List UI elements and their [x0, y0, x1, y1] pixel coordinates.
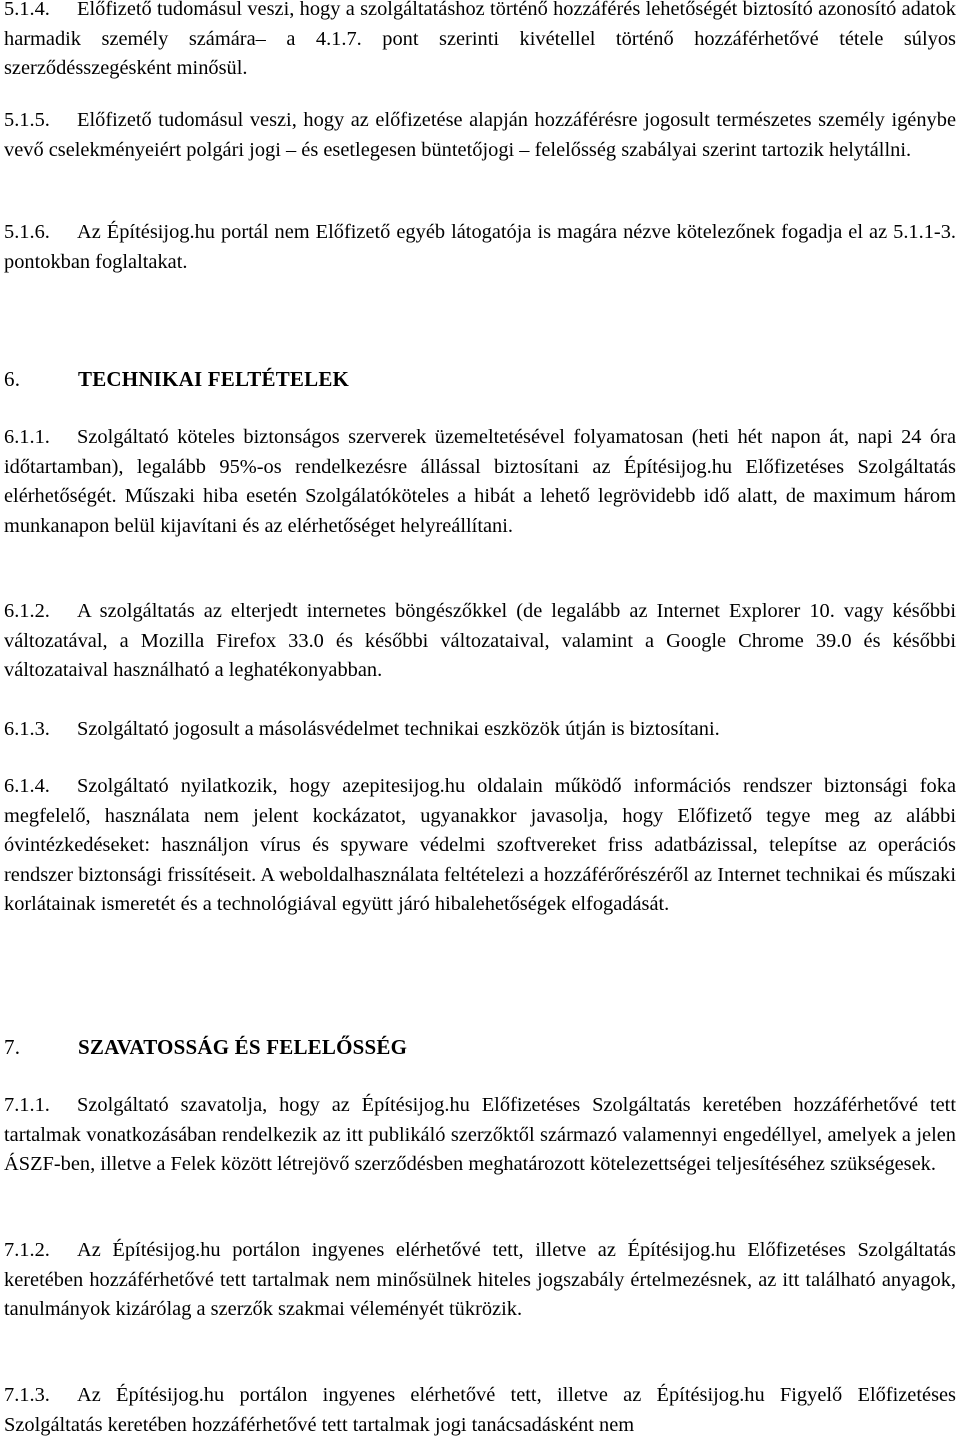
section-number: 7. [4, 1035, 21, 1059]
paragraph-text: Szolgáltató nyilatkozik, hogy azepitesijog.hu oldalain működő információs rendszer biztonsági foka megfelelő, használata nem jelent kockázatot, ugyanakkor javasolja, hogy Előfizető tegye meg az alábbi óvintézkedéseket: használjon vírus és spyware védelmi szoftvereket friss adatbázissal, telepítse az operációs rendszer biztonsági frissítéseit. A weboldalhasználata feltételezi a hozzáférőrészéről az Internet technikai és műszaki korlátainak ismeretét és a technológiával együtt járó hibalehetőségek elfogadását. [4, 775, 956, 916]
paragraph-5-1-5 [4, 106, 956, 165]
section-number: 6. [4, 367, 21, 391]
paragraph-6-1-2 [4, 597, 956, 686]
paragraph-number: 5.1.6. [4, 221, 50, 243]
paragraph-6-1-1 [4, 423, 956, 541]
paragraph-number: 6.1.4. [4, 775, 50, 797]
paragraph-7-1-2 [4, 1236, 956, 1325]
paragraph-text: Az Építésijog.hu portálon ingyenes elérhetővé tett, illetve az Építésijog.hu Előfizetéses Szolgáltatás keretében hozzáférhetővé tett tartalmak nem minősülnek hiteles jogszabály értelmezésnek, az itt található anyagok, tanulmányok kizárólag a szerzők szakmai véleményét tükrözik. [4, 1239, 956, 1321]
paragraph-number: 7.1.2. [4, 1239, 50, 1261]
paragraph-text: Az Építésijog.hu portálon ingyenes elérhetővé tett, illetve az Építésijog.hu Figyelő Előfizetéses Szolgáltatás keretében hozzáférhetővé tett tartalmak jogi tanácsadásként nem [4, 1384, 956, 1436]
paragraph-number: 6.1.1. [4, 426, 50, 448]
paragraph-text: Szolgáltató köteles biztonságos szerverek üzemeltetésével folyamatosan (heti hét napon át, napi 24 óra időtartamban), legalább 95%-os rendelkezésre állással biztosítani az Építésijog.hu Előfizetéses Szolgáltatás elérhetőségét. Műszaki hiba esetén Szolgálatóköteles a hibát a lehető legrövidebb idő alatt, de maximum három munkanapon belül kijavítani és az elérhetőséget helyreállítani. [4, 426, 956, 537]
paragraph-number: 5.1.5. [4, 109, 50, 131]
paragraph-number: 7.1.3. [4, 1384, 50, 1406]
paragraph-text: Az Építésijog.hu portál nem Előfizető egyéb látogatója is magára nézve kötelezőnek fogadja el az 5.1.1-3. pontokban foglaltakat. [4, 221, 956, 273]
paragraph-6-1-4 [4, 772, 956, 920]
paragraph-text: Szolgáltató szavatolja, hogy az Építésijog.hu Előfizetéses Szolgáltatás keretében hozzáférhetővé tett tartalmak vonatkozásában rendelkezik az itt publikáló szerzőktől származó valamennyi engedéllyel, amelyek a jelen ÁSZF-ben, illetve a Felek között létrejövő szerződésben meghatározott kötelezettségei teljesítéséhez szükségesek. [4, 1094, 956, 1176]
paragraph-text: A szolgáltatás az elterjedt internetes böngészőkkel (de legalább az Internet Explorer 10. vagy későbbi változatával, a Mozilla Firefox 33.0 és későbbi változataival, valamint a Google Chrome 39.0 és későbbi változataival használható a leghatékonyabban. [4, 600, 956, 682]
section-heading-6 [4, 365, 956, 395]
paragraph-number: 6.1.3. [4, 718, 50, 740]
paragraph-number: 6.1.2. [4, 600, 50, 622]
paragraph-number: 7.1.1. [4, 1094, 50, 1116]
section-title: TECHNIKAI FELTÉTELEK [78, 367, 350, 391]
section-title: SZAVATOSSÁG ÉS FELELŐSSÉG [78, 1035, 408, 1059]
paragraph-6-1-3 [4, 715, 956, 745]
paragraph-text: Szolgáltató jogosult a másolásvédelmet technikai eszközök útján is biztosítani. [77, 718, 720, 740]
paragraph-7-1-3 [4, 1381, 956, 1440]
paragraph-5-1-4 [4, 0, 956, 84]
section-heading-7 [4, 1033, 956, 1063]
paragraph-5-1-6 [4, 218, 956, 277]
paragraph-text: Előfizető tudomásul veszi, hogy a szolgáltatáshoz történő hozzáférés lehetőségét biztosító azonosító adatok harmadik személy számára– a 4.1.7. pont szerinti kivétellel történő hozzáférhetővé tétele súlyos szerződésszegésként minősül. [4, 0, 956, 80]
paragraph-7-1-1 [4, 1091, 956, 1180]
paragraph-number: 5.1.4. [4, 0, 50, 20]
paragraph-text: Előfizető tudomásul veszi, hogy az előfizetése alapján hozzáférésre jogosult természetes személy igénybe vevő cselekményeiért polgári jogi – és esetlegesen büntetőjogi – felelősség szabályai szerint tartozik helytállni. [4, 109, 956, 161]
